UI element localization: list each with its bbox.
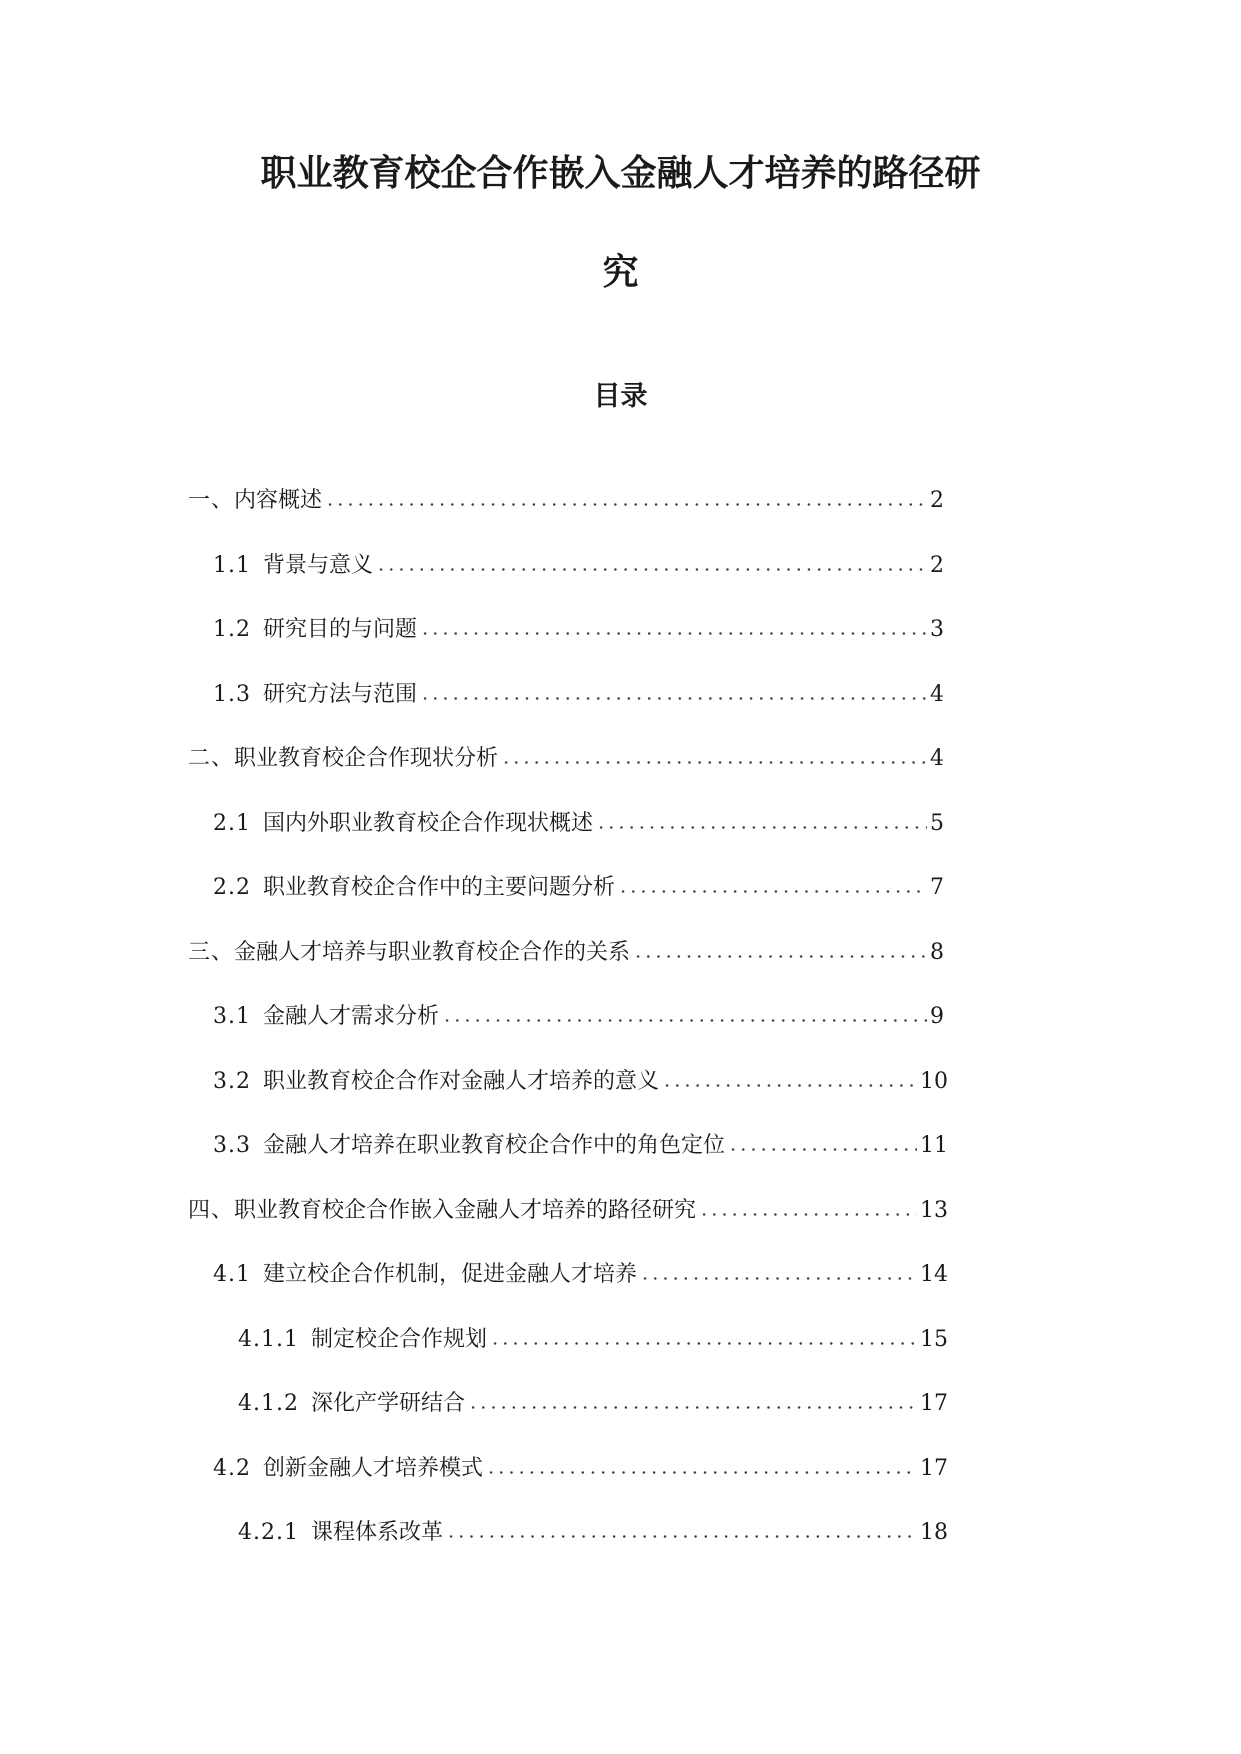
toc-entry-title: 创新金融人才培养模式 — [263, 1456, 484, 1481]
toc-entry-number: 1.1 — [213, 553, 251, 578]
toc-dot-leader — [618, 888, 927, 895]
toc-entry-page: 8 — [930, 940, 944, 965]
toc-entry[interactable] — [188, 1196, 948, 1226]
toc-entry[interactable] — [213, 680, 944, 710]
toc-entry-title: 研究目的与问题 — [263, 617, 418, 642]
toc-entry-number: 4.2.1 — [238, 1520, 299, 1545]
toc-entry-number: 1.2 — [213, 617, 251, 642]
toc-entry-number: 3.3 — [213, 1133, 251, 1158]
toc-entry-title: 课程体系改革 — [310, 1520, 443, 1545]
toc-entry-page: 2 — [930, 488, 944, 513]
toc-entry[interactable] — [238, 1325, 948, 1355]
toc-dot-leader — [640, 1275, 917, 1282]
toc-entry-number: 二、 — [188, 746, 235, 771]
toc-dot-leader — [442, 1017, 927, 1024]
toc-entry-title: 金融人才需求分析 — [263, 1004, 440, 1029]
toc-entry-number: 4.1.2 — [238, 1391, 299, 1416]
toc-entry-number: 三、 — [188, 940, 235, 965]
toc-entry-page: 17 — [920, 1456, 948, 1481]
toc-entry-page: 7 — [930, 875, 944, 900]
toc-entry[interactable] — [213, 809, 944, 839]
toc-entry-page: 4 — [930, 746, 944, 771]
toc-entry-page: 2 — [930, 553, 944, 578]
toc-entry-title: 研究方法与范围 — [263, 682, 418, 707]
toc-entry-page: 5 — [930, 811, 944, 836]
toc-dot-leader — [699, 1211, 917, 1218]
toc-dot-leader — [420, 695, 927, 702]
toc-entry-title: 职业教育校企合作对金融人才培养的意义 — [263, 1069, 660, 1094]
toc-entry-title: 国内外职业教育校企合作现状概述 — [263, 811, 594, 836]
toc-entry[interactable] — [238, 1389, 948, 1419]
toc-entry-number: 1.3 — [213, 682, 251, 707]
toc-entry-title: 制定校企合作规划 — [310, 1327, 487, 1352]
toc-dot-leader — [468, 1404, 917, 1411]
toc-dot-leader — [486, 1469, 917, 1476]
toc-dot-leader — [420, 630, 927, 637]
toc-entry[interactable] — [213, 615, 944, 645]
toc-entry-number: 一、 — [188, 488, 235, 513]
toc-dot-leader — [662, 1082, 917, 1089]
toc-entry-page: 13 — [920, 1198, 948, 1223]
toc-entry-page: 10 — [920, 1069, 948, 1094]
toc-entry-title: 深化产学研结合 — [310, 1391, 465, 1416]
toc-entry[interactable] — [213, 1131, 948, 1161]
document-title-line-1: 职业教育校企合作嵌入金融人才培养的路径研 — [260, 152, 981, 194]
toc-entry[interactable] — [213, 1002, 944, 1032]
toc-entry[interactable] — [188, 744, 944, 774]
toc-entry-number: 四、 — [188, 1198, 235, 1223]
document-title-line-2: 究 — [602, 251, 639, 293]
toc-entry[interactable] — [213, 1454, 948, 1484]
toc-entry-title: 建立校企合作机制，促进金融人才培养 — [263, 1262, 638, 1287]
toc-entry-title: 职业教育校企合作嵌入金融人才培养的路径研究 — [234, 1198, 697, 1223]
toc-entry-title: 职业教育校企合作现状分析 — [234, 746, 499, 771]
toc-entry[interactable] — [213, 873, 944, 903]
toc-entry-title: 职业教育校企合作中的主要问题分析 — [263, 875, 616, 900]
toc-entry-title: 金融人才培养与职业教育校企合作的关系 — [234, 940, 631, 965]
toc-dot-leader — [633, 953, 927, 960]
toc-entry[interactable] — [238, 1518, 948, 1548]
toc-entry[interactable] — [213, 1260, 948, 1290]
toc-entry-page: 9 — [930, 1004, 944, 1029]
toc-entry[interactable] — [188, 486, 944, 516]
toc-dot-leader — [446, 1533, 917, 1540]
toc-dot-leader — [376, 566, 927, 573]
toc-entry-page: 15 — [920, 1327, 948, 1352]
toc-entry[interactable] — [188, 938, 944, 968]
toc-entry-number: 2.1 — [213, 811, 251, 836]
toc-entry-title: 背景与意义 — [263, 553, 374, 578]
toc-dot-leader — [596, 824, 927, 831]
toc-entry-number: 4.1 — [213, 1262, 251, 1287]
toc-entry-page: 4 — [930, 682, 944, 707]
toc-entry-title: 内容概述 — [234, 488, 323, 513]
toc-entry-number: 3.2 — [213, 1069, 251, 1094]
toc-entry-page: 18 — [920, 1520, 948, 1545]
toc-entry-page: 14 — [920, 1262, 948, 1287]
toc-entry-page: 17 — [920, 1391, 948, 1416]
toc-entry-number: 3.1 — [213, 1004, 251, 1029]
toc-entry[interactable] — [213, 1067, 948, 1097]
toc-heading: 目录 — [593, 381, 648, 412]
toc-entry-number: 4.1.1 — [238, 1327, 299, 1352]
toc-entry-page: 3 — [930, 617, 944, 642]
toc-dot-leader — [490, 1340, 917, 1347]
toc-dot-leader — [325, 501, 927, 508]
toc-entry-page: 11 — [920, 1133, 948, 1158]
toc-entry-title: 金融人才培养在职业教育校企合作中的角色定位 — [263, 1133, 726, 1158]
toc-entry-number: 4.2 — [213, 1456, 251, 1481]
toc-dot-leader — [501, 759, 927, 766]
toc-entry-number: 2.2 — [213, 875, 251, 900]
toc-entry[interactable] — [213, 551, 944, 581]
toc-dot-leader — [728, 1146, 917, 1153]
